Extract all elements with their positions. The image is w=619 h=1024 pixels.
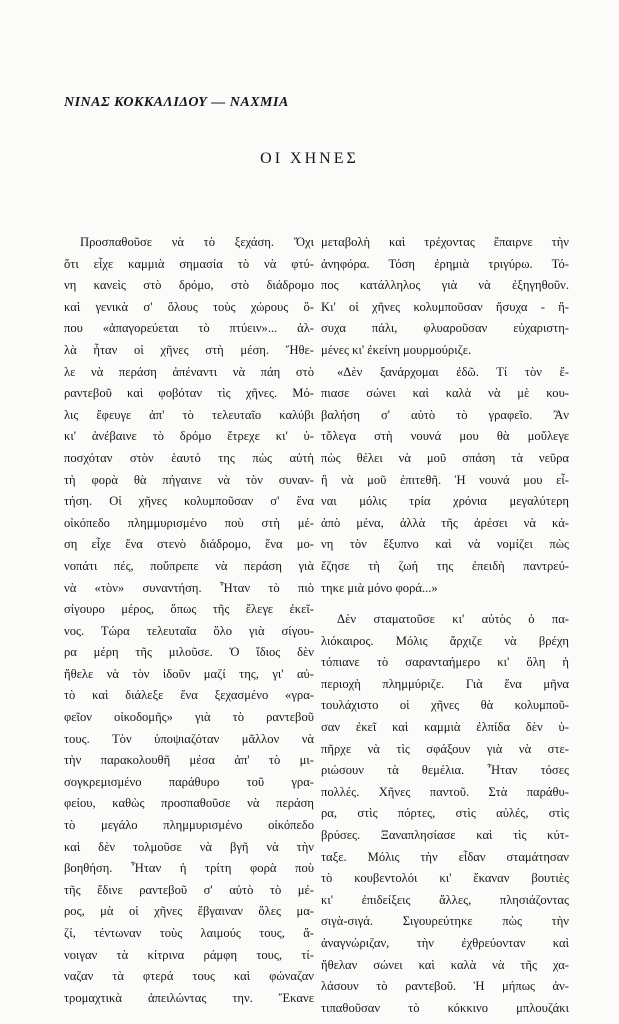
text-line: καὶ γενικὰ σ' ὅλους τοὺς χώρους ὅ- xyxy=(64,299,314,314)
text-line: τηκε μιὰ μόνο φορά...» xyxy=(321,580,438,595)
left-column xyxy=(64,232,314,1009)
text-line: οἰκόπεδο πλημμυρισμένο ποὺ στὴ μέ- xyxy=(64,515,314,530)
text-line: ταξε. Μόλις τὴν εἶδαν σταμάτησαν xyxy=(321,849,569,864)
text-line: πῆρχε νὰ τὶς σφάξουν γιὰ νὰ στε- xyxy=(321,741,569,756)
text-line: ἤθελαν σώνει καὶ καλὰ νὰ τῆς χα- xyxy=(321,957,569,972)
text-line: τιπαθοῦσαν τὸ κόκκινο μπλουζάκι xyxy=(321,1000,569,1015)
text-line: ἔζησε τὴ ζωή της ἐπειδὴ παντρεύ- xyxy=(321,558,569,573)
text-line: ἀπὸ μένα, ἀλλὰ τῆς ἀρέσει νὰ κά- xyxy=(321,515,569,530)
text-line: βρύσες. Ξαναπλησίασε καὶ τὶς κύτ- xyxy=(321,828,569,843)
text-line: που «ἀπαγορεύεται τὸ πτύειν»... ἀλ- xyxy=(64,321,314,336)
text-line: ζί, τέντωναν τοὺς λαιμούς τους, ἄ- xyxy=(64,926,314,940)
text-line: πιασε σώνει καὶ καλὰ νὰ μὲ κου- xyxy=(321,386,569,401)
text-line: ραντεβοῦ καὶ φοβόταν τὶς χῆνες. Μό- xyxy=(64,386,314,401)
text-line: ἤθελε νὰ τὸν ἰδοῦν μαζί της, γι' αὐ- xyxy=(64,666,314,681)
text-line: βοηθήση. Ἦταν ἡ τρίτη φορὰ ποὺ xyxy=(64,861,314,876)
text-line: κι' ἀνέβαινε τὸ δρόμο ἔτρεχε κι' ὑ- xyxy=(64,429,314,444)
text-line: τους. Τὸν ὑποψιαζόταν μᾶλλον νὰ xyxy=(64,731,314,746)
text-line: τὸ κουβεντολόι κι' ἔκαναν βουτιὲς xyxy=(321,871,569,886)
text-line: τῆς ἔδινε ραντεβοῦ σ' αὐτὸ τὸ μέ- xyxy=(64,882,314,897)
text-line: ριώσουν τὰ θεμέλια. Ἦταν τόσες xyxy=(321,763,569,778)
text-line: νος. Τώρα τελευταῖα ὅλο γιὰ σίγου- xyxy=(64,623,314,638)
text-line: ναι μόλις τρία χρόνια μεγαλύτερη xyxy=(321,494,569,509)
text-line: Κι' οἱ χῆνες κολυμποῦσαν ἥσυχα - ἥ- xyxy=(321,299,569,314)
running-header: ΝΙΝΑΣ ΚΟΚΚΑΛΙΔΟΥ — ΝΑΧΜΙΑ xyxy=(64,95,289,110)
text-line: βαλήση σ' αὐτὸ τὸ γραφεῖο. Ἂν xyxy=(321,407,569,422)
text-line: σίγουρο μέρος, ὅπως τῆς ἔλεγε ἐκεῖ- xyxy=(64,602,314,617)
text-line: μεταβολὴ καὶ τρέχοντας ἔπαιρνε τὴν xyxy=(321,235,569,249)
text-line: σαν ἐκεῖ καὶ καμμιὰ ἐλπίδα δὲν ὑ- xyxy=(321,720,569,735)
text-line: τὄλεγα στὴ νουνά μου θὰ μοὔλεγε xyxy=(321,429,569,444)
text-line: λις ἔφευγε ἀπ' τὸ τελευταῖο καλύβι xyxy=(64,407,314,422)
text-line: νη τὸν ἔξυπνο καὶ νὰ νομίζει πὼς xyxy=(321,537,569,552)
text-line: λιόκαιρος. Μόλις ἄρχιζε νὰ βρέχη xyxy=(321,633,569,648)
text-line: λὰ ἦταν οἱ χῆνες στὴ μέση. Ἤθε- xyxy=(64,342,314,357)
text-line: τουλάχιστο οἱ χῆνες θὰ κολυμποῦ- xyxy=(321,698,569,713)
text-line: λάσουν τὸ ραντεβοῦ. Ἡ μήπως ἀν- xyxy=(321,979,569,994)
text-line: ναζαν τὰ φτερά τους καὶ φώναζαν xyxy=(64,969,314,984)
text-line: μένες κι' ἐκείνη μουρμούριζε. xyxy=(321,342,472,357)
text-line: νοιγαν τὰ κίτρινα ράμφη τους, τί- xyxy=(64,947,314,962)
text-line: καὶ δὲν τολμοῦσε νὰ βγῆ νὰ τὴν xyxy=(64,839,314,854)
text-line: λε νὰ περάση ἀπέναντι νὰ πάη στὸ xyxy=(64,364,314,379)
text-line: τήση. Οἱ χῆνες κολυμποῦσαν σ' ἕνα xyxy=(64,494,314,509)
text-line: πολλές. Χῆνες παντοῦ. Στὰ παράθυ- xyxy=(321,784,569,799)
text-line: σιγὰ-σιγά. Σιγουρεύτηκε πὼς τὴν xyxy=(321,914,569,929)
text-line: ὅτι εἶχε καμμιὰ σημασία τὸ νὰ φτύ- xyxy=(64,256,314,271)
text-line: τὴν παρακολουθῆ μέσα ἀπ' τὸ μι- xyxy=(64,753,314,768)
text-line: Δὲν σταματοῦσε κι' αὐτὸς ὁ πα- xyxy=(337,612,569,627)
right-paragraph-3 xyxy=(321,609,569,1019)
right-column xyxy=(321,232,569,1019)
text-line: τὸ καὶ διάλεξε ἕνα ξεχασμένο «γρα- xyxy=(64,688,314,703)
paragraph-gap xyxy=(321,599,569,609)
text-line: πος κατάλληλος γιὰ νὰ ἐξηγηθοῦν. xyxy=(321,278,569,293)
text-line: ποσχόταν στὸν ἑαυτό της πὼς αὐτὴ xyxy=(64,450,314,465)
text-line: τὴ φορὰ θὰ πήγαινε νὰ τὸν συναν- xyxy=(64,472,314,487)
text-line: συχα πάλι, φλυαροῦσαν εὐχαριστη- xyxy=(321,321,569,336)
text-line: νη κανεὶς στὸ δρόμο, στὸ διάδρομο xyxy=(64,278,314,293)
text-line: περιοχὴ πλημμύριζε. Γιὰ ἕνα μῆνα xyxy=(321,676,569,691)
right-paragraph-2 xyxy=(321,362,569,600)
text-line: πὼς θέλει νὰ μοῦ σπάση τὰ νεῦρα xyxy=(321,450,569,465)
text-line: νοπάτι πές, ποὔπρεπε νὰ περάση γιὰ xyxy=(64,558,314,573)
text-line: φείου, καθὼς προσπαθοῦσε νὰ περάση xyxy=(64,796,314,811)
text-line: ἀνηφόρα. Τόση ἐρημιὰ τριγύρω. Τό- xyxy=(321,256,569,271)
text-line: τὸ μεγάλο πλημμυρισμένο οἰκόπεδο xyxy=(64,818,314,833)
text-line: ση εἶχε ἕνα στενὸ διάδρομο, ἕνα μο- xyxy=(64,537,314,552)
text-line: ἢ νὰ μοῦ ἐπιτεθῆ. Ἡ νουνά μου εἶ- xyxy=(321,472,569,487)
text-line: κι' ἐπιδείξεις ἄλλες, πλησιάζοντας xyxy=(321,892,569,907)
right-paragraph-1 xyxy=(321,232,569,362)
text-line: ρα, στὶς πόρτες, στὶς αὐλές, στὶς xyxy=(321,806,569,821)
text-line: σογκρεμισμένο παράθυρο τοῦ γρα- xyxy=(64,774,314,789)
text-line: «Δὲν ξανάρχομαι ἐδῶ. Τί τὸν ἔ- xyxy=(337,364,569,379)
text-line: ρα μέρη τῆς μιλοῦσε. Ὁ ἴδιος δὲν xyxy=(64,645,314,660)
story-title: ΟΙ ΧΗΝΕΣ xyxy=(260,150,359,167)
text-line: ρος, μὰ οἱ χῆνες ἔβγαιναν ὅλες μα- xyxy=(64,904,314,919)
text-line: τρομαχτικὰ ἀπειλώντας την. Ἔκανε xyxy=(64,990,314,1005)
text-line: τόπιανε τὸ σαρανταήμερο κι' ὅλη ἡ xyxy=(321,655,569,670)
text-line: ἀναγνώριζαν, τὴν ἐχθρεύονταν καὶ xyxy=(321,936,569,950)
text-line: νὰ «τὸν» συναντήση. Ἦταν τὸ πιὸ xyxy=(64,580,314,595)
text-line: Προσπαθοῦσε νὰ τὸ ξεχάση. Ὄχι xyxy=(80,235,314,249)
text-line: φεῖον οἰκοδομῆς» γιὰ τὸ ραντεβοῦ xyxy=(64,710,314,725)
